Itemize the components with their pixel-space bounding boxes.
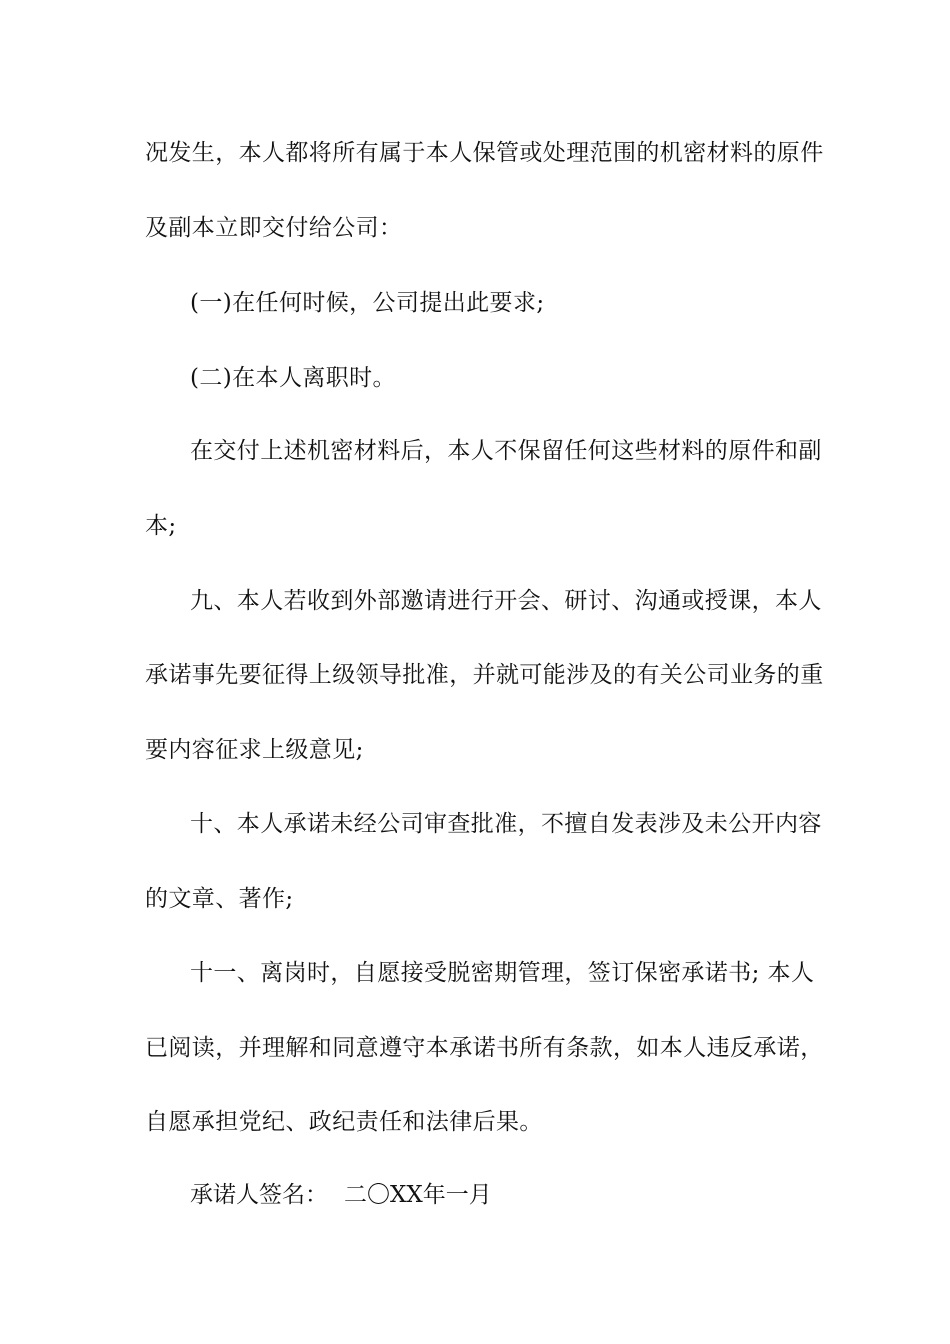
text-line-4: (二)在本人离职时。: [190, 365, 396, 391]
signature-label: 承诺人签名：: [190, 1182, 328, 1208]
text-line-6: 本;: [145, 513, 177, 539]
text-line-12: 十一、离岗时，自愿接受脱密期管理，签订保密承诺书; 本人: [190, 960, 815, 986]
text-line-1: 况发生，本人都将所有属于本人保管或处理范围的机密材料的原件: [145, 140, 824, 166]
text-line-8: 承诺事先要征得上级领导批准，并就可能涉及的有关公司业务的重: [145, 662, 824, 688]
text-line-14: 自愿承担党纪、政纪责任和法律后果。: [145, 1109, 543, 1135]
text-line-10: 十、本人承诺未经公司审查批准，不擅自发表涉及未公开内容: [190, 811, 822, 837]
text-line-9: 要内容征求上级意见;: [145, 737, 364, 763]
signature-line: [190, 1180, 492, 1210]
text-line-7: 九、本人若收到外部邀请进行开会、研讨、沟通或授课，本人: [190, 588, 822, 614]
text-line-5: 在交付上述机密材料后，本人不保留任何这些材料的原件和副: [190, 438, 822, 464]
text-line-3: (一)在任何时候，公司提出此要求;: [190, 290, 545, 316]
text-line-11: 的文章、著作;: [145, 886, 294, 912]
text-line-13: 已阅读，并理解和同意遵守本承诺书所有条款，如本人违反承诺，: [145, 1035, 824, 1061]
signature-date: 二〇XX年一月: [344, 1182, 492, 1208]
text-line-2: 及副本立即交付给公司：: [145, 215, 403, 241]
